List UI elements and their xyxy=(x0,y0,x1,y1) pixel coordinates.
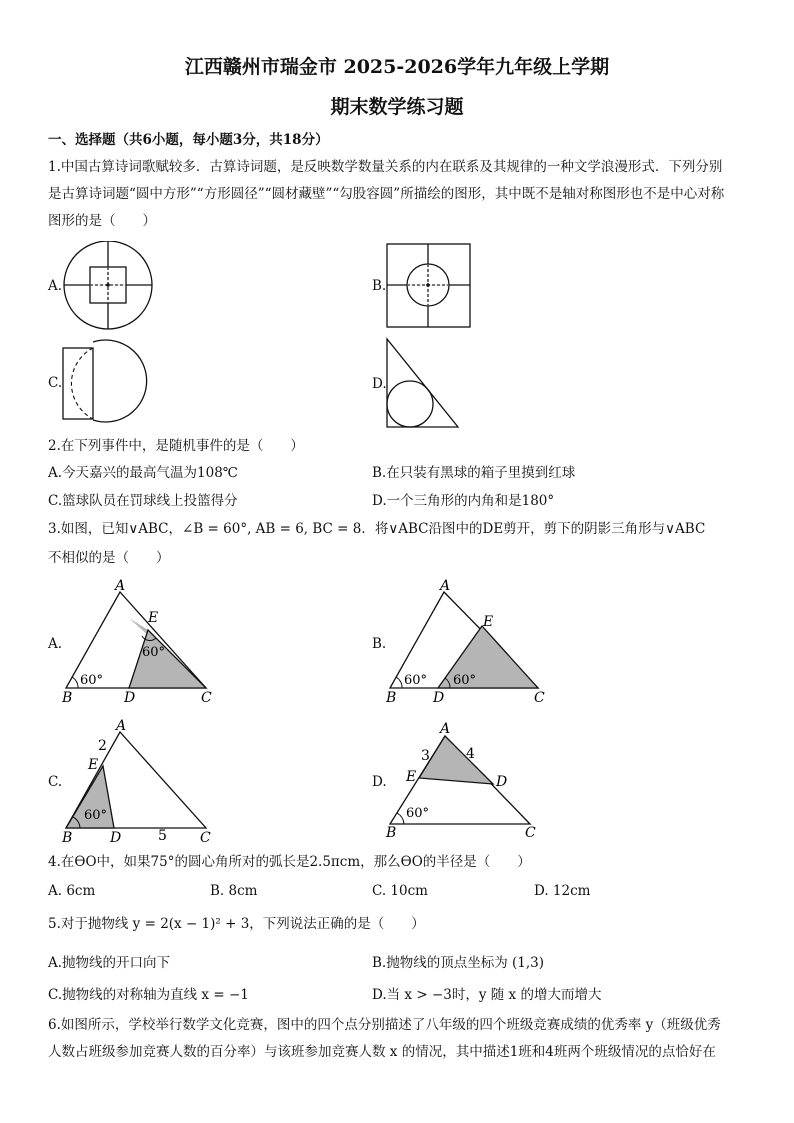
q1-figure-d xyxy=(384,337,464,432)
q3a-label-c: C xyxy=(201,690,212,706)
q3d-label-b: B xyxy=(386,825,397,841)
q1-stem-line1: 1.中国古算诗词歌赋较多．古算诗词题，是反映数学数量关系的内在联系及其规律的一种文学浪漫形式．下列分别 xyxy=(48,159,723,175)
q3c-length-5: 5 xyxy=(158,828,167,844)
q1-stem-line2: 是古算诗词题“圆中方形”“方形圆径”“圆材藏壁”“勾股容圆”所描绘的图形，其中既不是轴对称图形也不是中心对称 xyxy=(48,186,725,202)
q1-option-b-label: B. xyxy=(372,278,387,294)
q3a-label-b: B xyxy=(62,690,73,706)
q3c-label-b: B xyxy=(62,830,73,844)
q5-option-c: C.抛物线的对称轴为直线 x = −1 xyxy=(48,987,249,1003)
q3a-angle-e: 60° xyxy=(142,645,166,660)
q2-stem: 2.在下列事件中，是随机事件的是（ ） xyxy=(48,438,304,454)
q3d-label-a: A xyxy=(440,721,451,737)
section-heading: 一、选择题（共6小题，每小题3分，共18分） xyxy=(48,132,329,148)
q3-stem-line1: 3.如图，已知∨ABC，∠B = 60°, AB = 6, BC = 8．将∨ABC沿图中的DE剪开，剪下的阴影三角形与∨ABC xyxy=(48,521,706,537)
q2-option-c: C.篮球队员在罚球线上投篮得分 xyxy=(48,493,238,509)
q2-option-a: A.今天嘉兴的最高气温为108℃ xyxy=(48,465,238,481)
q3d-length-3: 3 xyxy=(421,748,430,764)
q3b-label-c: C xyxy=(534,690,545,706)
q1-option-d-label: D. xyxy=(372,376,387,392)
q4-stem: 4.在ϴO中，如果75°的圆心角所对的弧长是2.5πcm，那么ϴO的半径是（ ） xyxy=(48,854,531,870)
q3b-label-a: A xyxy=(440,578,451,594)
q3-figure-b xyxy=(382,578,552,706)
q5-option-a: A.抛物线的开口向下 xyxy=(48,955,171,971)
q3c-label-d: D xyxy=(110,830,122,844)
q4-option-a: A. 6cm xyxy=(48,883,96,899)
q3d-label-d: D xyxy=(496,774,508,790)
q1-figure-c xyxy=(60,338,170,424)
q3-option-c-label: C. xyxy=(48,774,63,790)
q3-option-b-label: B. xyxy=(372,636,387,652)
q3a-label-a: A xyxy=(115,578,126,594)
q3c-label-e: E xyxy=(88,757,99,773)
q3b-angle-b: 60° xyxy=(404,673,428,688)
q4-option-c: C. 10cm xyxy=(372,883,428,899)
q1-figure-a xyxy=(60,241,160,331)
q3-option-a-label: A. xyxy=(48,636,63,652)
q1-option-c-label: C. xyxy=(48,375,63,391)
q3-figure-d xyxy=(382,716,552,844)
q3b-angle-d: 60° xyxy=(453,673,477,688)
q3b-label-b: B xyxy=(386,690,397,706)
q2-option-d: D.一个三角形的内角和是180° xyxy=(372,493,555,509)
q3-figure-a xyxy=(58,578,228,706)
q3d-angle-b: 60° xyxy=(406,806,430,821)
q5-option-d: D.当 x > −3时，y 随 x 的增大而增大 xyxy=(372,987,602,1003)
q3b-label-e: E xyxy=(483,614,494,630)
q3-figure-c xyxy=(58,716,228,844)
q3b-label-d: D xyxy=(433,690,445,706)
page-subtitle: 期末数学练习题 xyxy=(330,96,464,118)
q3c-angle-b: 60° xyxy=(84,808,108,823)
q3c-label-c: C xyxy=(200,830,211,844)
q3d-length-4: 4 xyxy=(466,746,475,762)
page-title: 江西赣州市瑞金市 2025-2026学年九年级上学期 xyxy=(184,56,610,78)
q3c-length-2: 2 xyxy=(98,738,107,754)
q4-option-d: D. 12cm xyxy=(534,883,591,899)
q3a-label-d: D xyxy=(124,690,136,706)
q5-stem: 5.对于抛物线 y = 2(x − 1)² + 3，下列说法正确的是（ ） xyxy=(48,916,425,932)
q3d-label-e: E xyxy=(406,769,417,785)
q1-option-a-label: A. xyxy=(48,278,63,294)
q2-option-b: B.在只装有黑球的箱子里摸到红球 xyxy=(372,465,576,481)
q4-option-b: B. 8cm xyxy=(210,883,258,899)
q1-stem-line3: 图形的是（ ） xyxy=(48,213,156,229)
q6-stem-line1: 6.如图所示，学校举行数学文化竞赛，图中的四个点分别描述了八年级的四个班级竞赛成绩的优秀率 y（班级优秀 xyxy=(48,1017,721,1033)
q3a-angle-b: 60° xyxy=(80,673,104,688)
q3c-label-a: A xyxy=(116,718,127,734)
q3-stem-line2: 不相似的是（ ） xyxy=(48,550,170,566)
q6-stem-line2: 人数占班级参加竞赛人数的百分率）与该班参加竞赛人数 x 的情况，其中描述1班和4班两个班级情况的点恰好在 xyxy=(48,1044,716,1060)
q1-figure-b xyxy=(386,243,472,329)
q3a-label-e: E xyxy=(148,610,159,626)
q3-option-d-label: D. xyxy=(372,774,387,790)
q3d-label-c: C xyxy=(525,825,536,841)
q5-option-b: B.抛物线的顶点坐标为 (1,3) xyxy=(372,955,545,971)
